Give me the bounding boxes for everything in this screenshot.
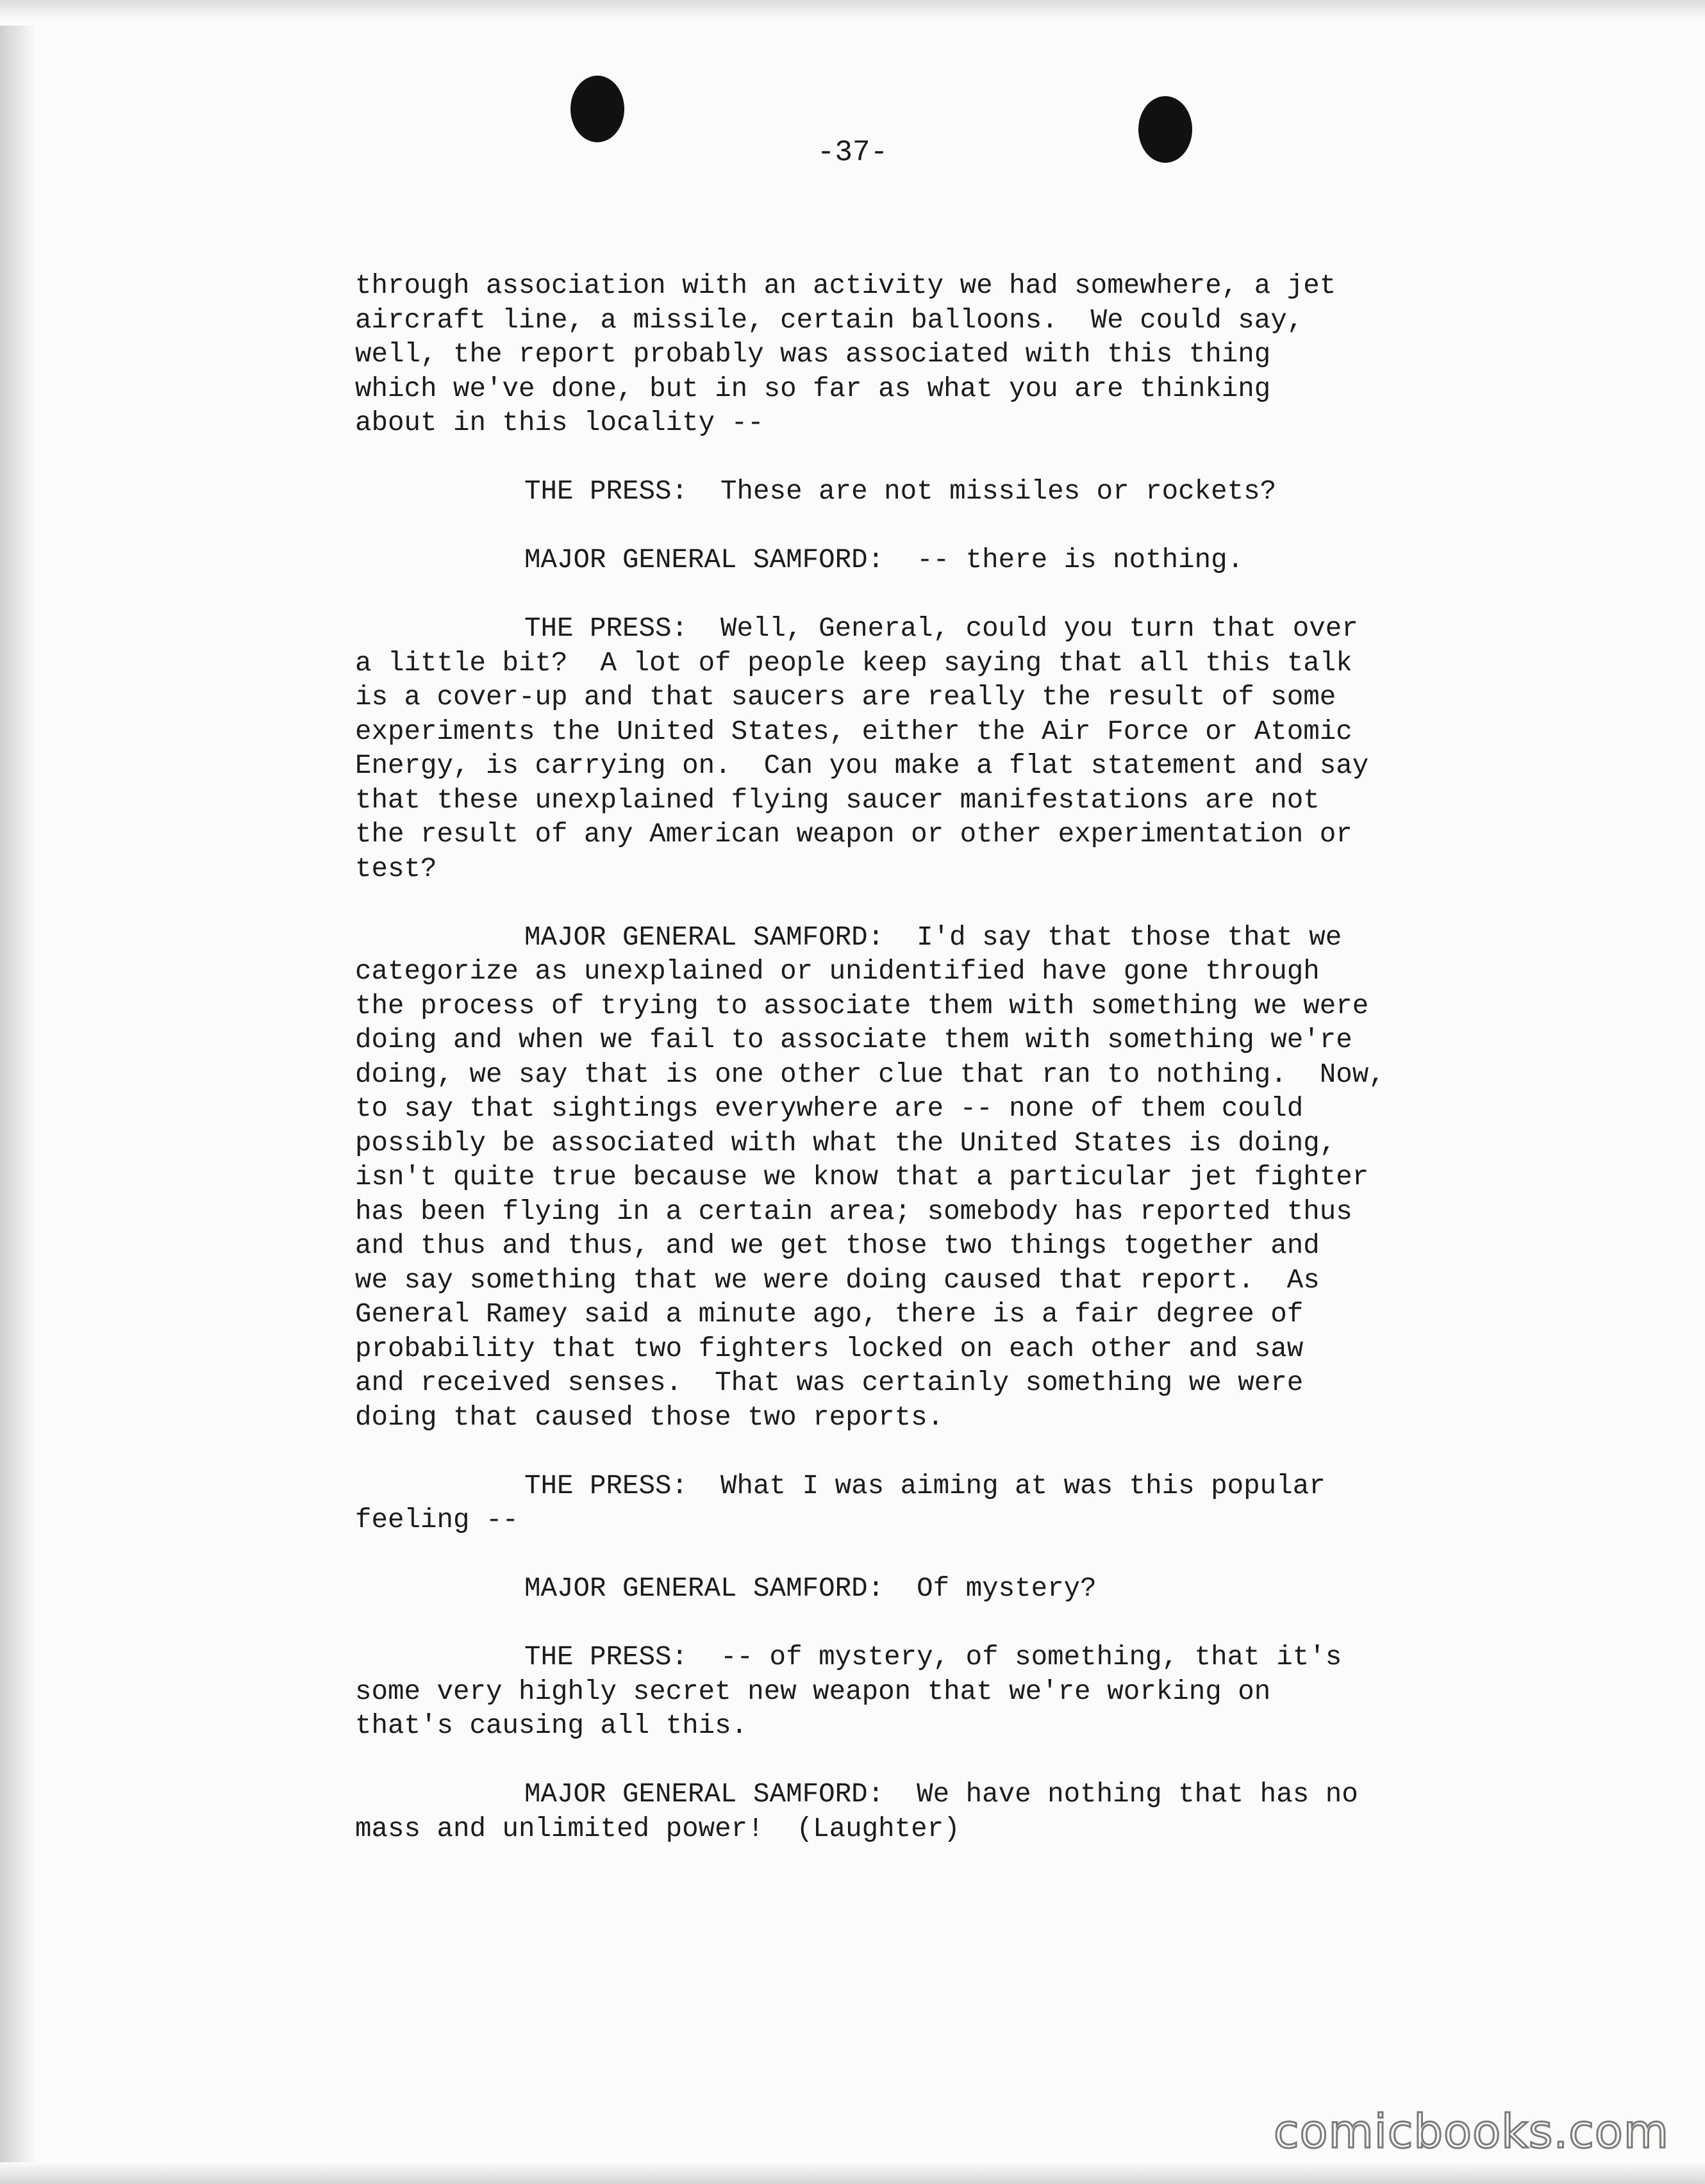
text-line: doing and when we fail to associate them with something we're [355,1025,1352,1055]
scan-left-edge-shadow [0,26,36,2179]
text-line: which we've done, but in so far as what you are thinking [355,373,1271,404]
text-line: experiments the United States, either the Air Force or Atomic [355,716,1352,747]
transcript-paragraph [355,269,1458,441]
speaker-line: MAJOR GENERAL SAMFORD: I'd say that those that we [524,922,1342,953]
speaker-line: MAJOR GENERAL SAMFORD: Of mystery? [524,1573,1097,1604]
speaker-line: THE PRESS: -- of mystery, of something, that it's [524,1642,1342,1673]
text-line: test? [355,853,437,884]
text-line: doing, we say that is one other clue that ran to nothing. Now, [355,1059,1385,1090]
text-line: through association with an activity we had somewhere, a jet [355,270,1336,301]
text-line: and received senses. That was certainly something we were [355,1368,1304,1398]
text-line: General Ramey said a minute ago, there is a fair degree of [355,1299,1304,1330]
transcript-paragraph [355,1778,1458,1846]
text-line: that these unexplained flying saucer manifestations are not [355,784,1320,816]
text-line: probability that two fighters locked on each other and saw [355,1333,1304,1364]
transcript-paragraph [355,1572,1458,1607]
text-line: aircraft line, a missile, certain balloons. We could say, [355,304,1304,336]
punch-hole-left [570,76,624,142]
text-line: is a cover-up and that saucers are really the result of some [355,682,1336,713]
text-line: we say something that we were doing caused that report. As [355,1264,1320,1296]
text-line: a little bit? A lot of people keep saying that all this talk [355,647,1352,679]
text-line: categorize as unexplained or unidentified have gone through [355,956,1320,987]
transcript-paragraph [355,1641,1458,1744]
speaker-line: THE PRESS: What I was aiming at was this popular [524,1470,1326,1502]
transcript-paragraph [355,1469,1458,1538]
transcript-paragraph [355,612,1458,886]
text-line: has been flying in a certain area; somebody has reported thus [355,1196,1352,1227]
speaker-line: MAJOR GENERAL SAMFORD: We have nothing that has no [524,1779,1358,1810]
text-line: the process of trying to associate them with something we were [355,990,1369,1022]
text-line: Energy, is carrying on. Can you make a flat statement and say [355,750,1369,781]
text-line: mass and unlimited power! (Laughter) [355,1813,960,1844]
transcript-paragraph [355,921,1458,1435]
transcript-paragraph [355,543,1458,578]
text-line: and thus and thus, and we get those two things together and [355,1230,1320,1261]
text-line: doing that caused those two reports. [355,1402,944,1433]
text-line: well, the report probably was associated with this thing [355,339,1271,370]
speaker-line: THE PRESS: These are not missiles or rockets? [524,476,1277,507]
transcript-paragraph [355,475,1458,509]
text-line: possibly be associated with what the United States is doing, [355,1127,1336,1159]
transcript-body [355,269,1458,1881]
text-line: the result of any American weapon or other experimentation or [355,819,1352,850]
text-line: some very highly secret new weapon that we're working on [355,1676,1271,1707]
page-number: -37- [817,136,888,169]
scan-bottom-edge [0,2162,1705,2184]
text-line: isn't quite true because we know that a particular jet fighter [355,1162,1369,1193]
text-line: that's causing all this. [355,1710,748,1741]
scan-top-edge [0,0,1705,19]
speaker-line: MAJOR GENERAL SAMFORD: -- there is nothing. [524,545,1244,575]
speaker-line: THE PRESS: Well, General, could you turn that over [524,613,1358,644]
text-line: feeling -- [355,1505,519,1535]
text-line: to say that sightings everywhere are -- none of them could [355,1093,1304,1124]
watermark-logo: comicbooks.com [1273,2105,1669,2158]
text-line: about in this locality -- [355,408,764,438]
